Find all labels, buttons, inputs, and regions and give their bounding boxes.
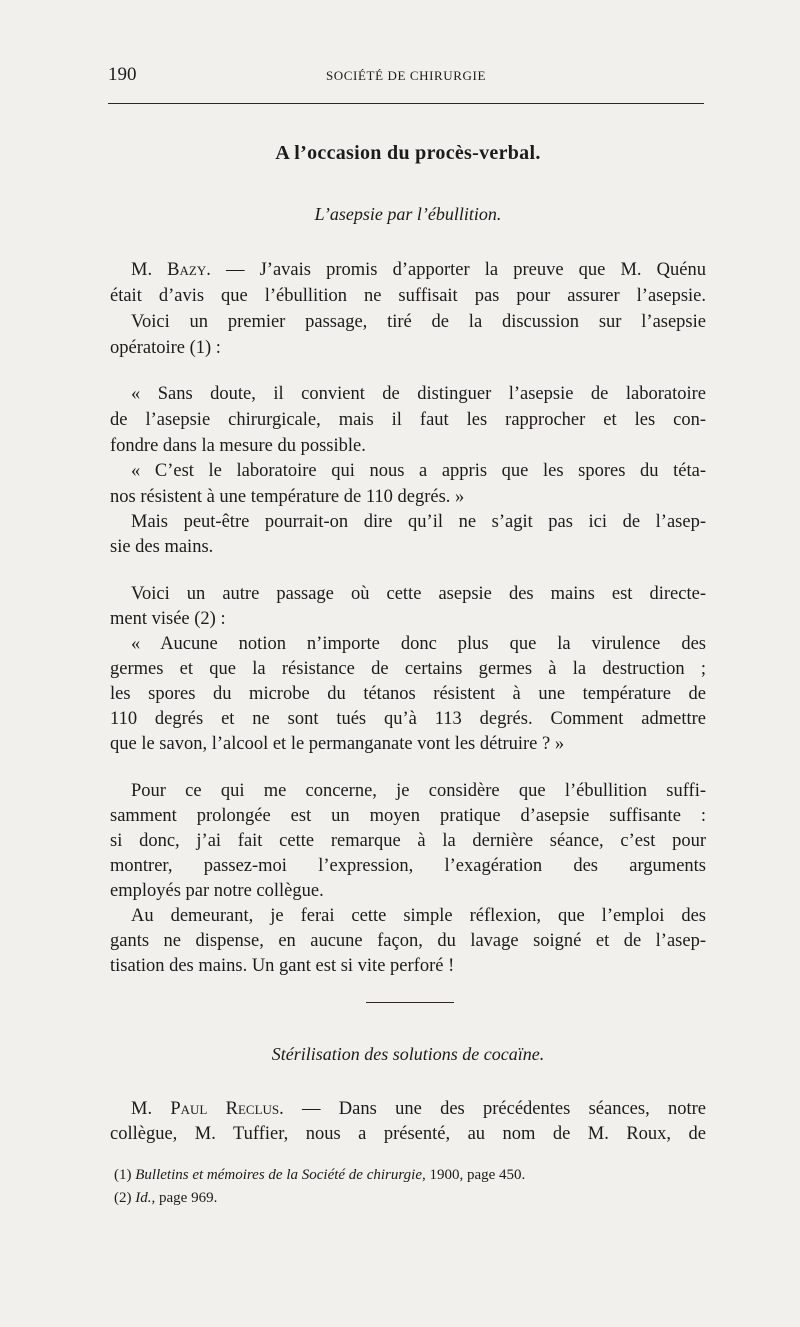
text-line: Voici un autre passage où cette asepsie des mains est directe- — [131, 584, 706, 604]
text-line: M. Paul Reclus. — Dans une des précédentes séances, notre — [131, 1099, 706, 1119]
speaker-name: M. Paul Reclus. — [131, 1099, 284, 1119]
section-title: A l’occasion du procès-verbal. — [275, 142, 541, 164]
section-separator — [366, 1002, 454, 1003]
text-line: sie des mains. — [110, 537, 214, 557]
text-line: 110 degrés et ne sont tués qu’à 113 degrés. Comment admettre — [110, 709, 706, 729]
subheading-cocaine: Stérilisation des solutions de cocaïne. — [271, 1044, 545, 1064]
text-line: « C’est le laboratoire qui nous a appris que les spores du téta- — [131, 461, 706, 481]
page-number: 190 — [108, 64, 137, 85]
text-line: Au demeurant, je ferai cette simple réflexion, que l’emploi des — [131, 906, 706, 926]
text-line: gants ne dispense, en aucune façon, du lavage soigné et de l’asep- — [110, 931, 706, 951]
text-line: Pour ce qui me concerne, je considère que l’ébullition suffi- — [131, 781, 706, 801]
text-line: M. Bazy. — J’avais promis d’apporter la preuve que M. Quénu — [131, 260, 706, 280]
subheading-asepsie: L’asepsie par l’ébullition. — [314, 204, 502, 224]
text-line: les spores du microbe du tétanos résistent à une température de — [110, 684, 706, 704]
text-line: fondre dans la mesure du possible. — [110, 436, 366, 456]
text-line: que le savon, l’alcool et le permanganate vont les détruire ? » — [110, 734, 565, 754]
text-line: Voici un premier passage, tiré de la discussion sur l’asepsie — [131, 312, 706, 332]
speaker-name: M. Bazy. — [131, 260, 211, 280]
text-line: de l’asepsie chirurgicale, mais il faut les rapprocher et les con- — [110, 410, 706, 430]
text-line: tisation des mains. Un gant est si vite perforé ! — [110, 956, 455, 976]
text-line: Mais peut-être pourrait-on dire qu’il ne s’agit pas ici de l’asep- — [131, 512, 706, 532]
header-rule — [108, 103, 704, 104]
text-line: collègue, M. Tuffier, nous a présenté, au nom de M. Roux, de — [110, 1124, 706, 1144]
footnote-title: Id. — [135, 1190, 152, 1206]
footnote-title: Bulletins et mémoires de la Société de chirurgie — [135, 1167, 422, 1183]
text-line: « Sans doute, il convient de distinguer l’asepsie de laboratoire — [131, 384, 706, 404]
text-line: si donc, j’ai fait cette remarque à la dernière séance, c’est pour — [110, 831, 706, 851]
footnote-1: (1) Bulletins et mémoires de la Société de chirurgie, 1900, page 450. — [114, 1167, 526, 1183]
text-line: samment prolongée est un moyen pratique d’asepsie suffisante : — [110, 806, 706, 826]
page-header — [108, 64, 704, 88]
text-line: employés par notre collègue. — [110, 881, 324, 901]
text-line: ment visée (2) : — [110, 609, 226, 629]
text-line: opératoire (1) : — [110, 338, 221, 358]
text-line: nos résistent à une température de 110 degrés. » — [110, 487, 465, 507]
text-line: germes et que la résistance de certains germes à la destruction ; — [110, 659, 706, 679]
running-title: SOCIÉTÉ DE CHIRURGIE — [325, 68, 487, 83]
text-line: était d’avis que l’ébullition ne suffisait pas pour assurer l’asepsie. — [110, 286, 706, 306]
footnote-2: (2) Id., page 969. — [114, 1190, 218, 1206]
text-line: montrer, passez-moi l’expression, l’exagération des arguments — [110, 856, 706, 876]
text-line: « Aucune notion n’importe donc plus que la virulence des — [131, 634, 706, 654]
